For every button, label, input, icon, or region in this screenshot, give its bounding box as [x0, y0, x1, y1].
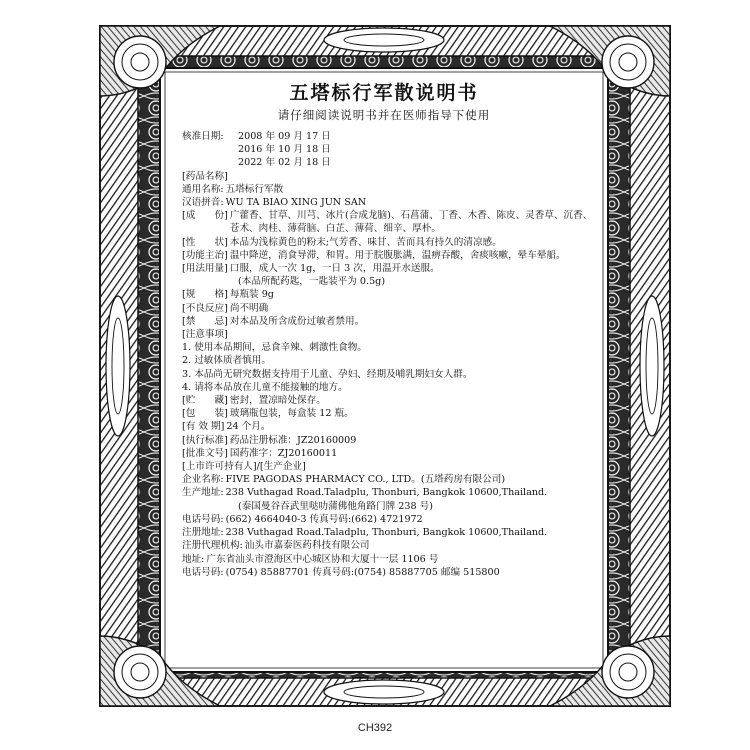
section-value: 五塔标行军散	[225, 183, 284, 195]
section-key: [执行标准]	[182, 434, 228, 446]
company-row	[182, 566, 594, 579]
company-row	[182, 553, 594, 566]
section-value: 温中降逆，消食导滞，和胃。用于脘腹胀满，温痹吞酸，舍痰咳嗽，晕车晕船。	[229, 249, 566, 261]
section-row	[182, 368, 594, 381]
approval-date-3: 2022 年 02 月 18 日	[238, 157, 331, 169]
section-value: 尚不明确	[229, 302, 269, 314]
section-key: [包 装]	[182, 408, 228, 420]
section-value: 国药准字：ZJ20160011	[229, 447, 338, 459]
company-value: (0754) 85887701 传真号码:(0754) 85887705 邮编 515800	[225, 566, 500, 578]
section-value: WU TA BIAO XING JUN SAN	[225, 197, 367, 209]
approval-label: 核准日期:	[182, 131, 224, 142]
section-value: 对本品及所含成份过敏者禁用。	[229, 315, 365, 327]
sections-list	[182, 170, 594, 474]
company-key: 电话号码:	[182, 513, 224, 525]
section-key: [功能主治]	[182, 249, 228, 261]
section-row	[182, 249, 594, 262]
company-value: (泰国曼谷吞武里哒叻蒲佛他角路门牌 238 号)	[238, 500, 433, 512]
section-key: [批准文号]	[182, 447, 228, 459]
section-key: [有 效 期]	[182, 421, 225, 433]
company-key: 企业名称:	[182, 474, 224, 486]
approval-date-2: 2016 年 10 月 18 日	[238, 144, 331, 156]
section-row	[182, 460, 594, 473]
section-key: 汉语拼音:	[182, 197, 224, 209]
company-key: 注册代理机构:	[182, 540, 243, 552]
company-key: 生产地址:	[182, 487, 224, 499]
section-row	[182, 302, 594, 315]
section-value: 广藿香、甘草、川芎、冰片(合成龙脑)、石菖蒲、丁香、木香、陈皮、灵香草、沉香、苍术、肉桂、薄荷脑、白芷、薄荷、细辛、厚朴。	[229, 210, 593, 235]
section-value: 玻璃瓶包装，每盒装 12 瓶。	[229, 408, 354, 420]
company-value: 238 Vuthagad Road.Taladplu, Thonburi, Bangkok 10600,Thailand.	[225, 487, 548, 499]
company-row	[182, 500, 594, 513]
company-row	[182, 473, 594, 486]
section-row	[182, 328, 594, 341]
section-row	[182, 236, 594, 249]
approval-date-1: 2008 年 09 月 17 日	[238, 131, 331, 142]
section-value: 1. 使用本品期间，忌食辛辣、刺激性食物。	[182, 342, 367, 354]
section-row	[182, 275, 594, 288]
document-title: 五塔标行军散说明书	[289, 82, 479, 104]
company-row	[182, 526, 594, 539]
section-row	[182, 434, 594, 447]
section-row	[182, 209, 594, 235]
section-row	[182, 420, 594, 433]
section-key: [药品名称]	[182, 170, 228, 182]
approval-date-row	[182, 130, 594, 143]
section-row	[182, 262, 594, 275]
company-row	[182, 513, 594, 526]
section-key: [用法用量]	[182, 263, 228, 275]
section-key: [成 份]	[182, 210, 228, 222]
company-value: 广东省汕头市澄海区中心城区协和大厦十一层 1106 号	[206, 553, 439, 565]
section-row	[182, 381, 594, 394]
company-row	[182, 486, 594, 499]
section-value: 4. 请将本品放在儿童不能接触的地方。	[182, 381, 348, 393]
section-row	[182, 288, 594, 301]
section-value	[228, 170, 594, 183]
company-value: (662) 4664040-3 传真号码:(662) 4721972	[225, 513, 423, 525]
section-value	[306, 460, 594, 473]
section-row	[182, 354, 594, 367]
section-key: [规 格]	[182, 289, 228, 301]
section-key: 通用名称:	[182, 183, 224, 195]
section-value: 3. 本品尚无研究数据支持用于儿童、孕妇、经期及哺乳期妇女人群。	[182, 368, 473, 380]
section-key: [不良反应]	[182, 302, 228, 314]
section-value: 密封，置凉暗处保存。	[229, 395, 326, 407]
section-value	[228, 328, 594, 341]
company-key: 注册地址:	[182, 527, 224, 539]
section-row	[182, 183, 594, 196]
approval-date-row	[182, 143, 594, 156]
section-key: [贮 藏]	[182, 395, 228, 407]
document-subtitle: 请仔细阅读说明书并在医师指导下使用	[277, 108, 491, 122]
company-key: 电话号码:	[182, 566, 224, 578]
company-row	[182, 539, 594, 552]
section-value: 口服，成人一次 1g，一日 3 次，用温开水送服。	[229, 263, 440, 275]
company-value: 238 Vuthagad Road.Taladplu, Thonburi, Bangkok 10600,Thailand.	[225, 527, 548, 539]
section-row	[182, 341, 594, 354]
company-key: 地址:	[182, 553, 205, 565]
section-value: 2. 过敏体质者慎用。	[182, 355, 271, 367]
section-row	[182, 315, 594, 328]
section-key: [上市许可持有人]/[生产企业]	[182, 461, 306, 473]
company-value: FIVE PAGODAS PHARMACY CO., LTD。(五塔药房有限公司)	[225, 474, 506, 486]
section-row	[182, 447, 594, 460]
section-row	[182, 170, 594, 183]
section-value: 本品为浅棕黄色的粉末;气芳香、味甘、苦而具有持久的清凉感。	[229, 236, 502, 248]
section-key: [禁 忌]	[182, 315, 228, 327]
section-row	[182, 407, 594, 420]
section-value: (本品所配药匙，一匙装平为 0.5g)	[238, 276, 386, 288]
section-value: 每瓶装 9g	[229, 289, 274, 301]
section-key: [注意事项]	[182, 329, 228, 341]
section-row	[182, 394, 594, 407]
company-info	[182, 473, 594, 579]
leaflet-body	[182, 130, 594, 579]
document-code: CH392	[357, 722, 393, 734]
company-value: 汕头市嘉泰医药科技有限公司	[244, 540, 370, 552]
section-value: 24 个月。	[226, 421, 271, 433]
section-row	[182, 196, 594, 209]
section-value: 药品注册标准：JZ20160009	[229, 434, 357, 446]
section-key: [性 状]	[182, 236, 228, 248]
approval-date-row	[182, 156, 594, 169]
